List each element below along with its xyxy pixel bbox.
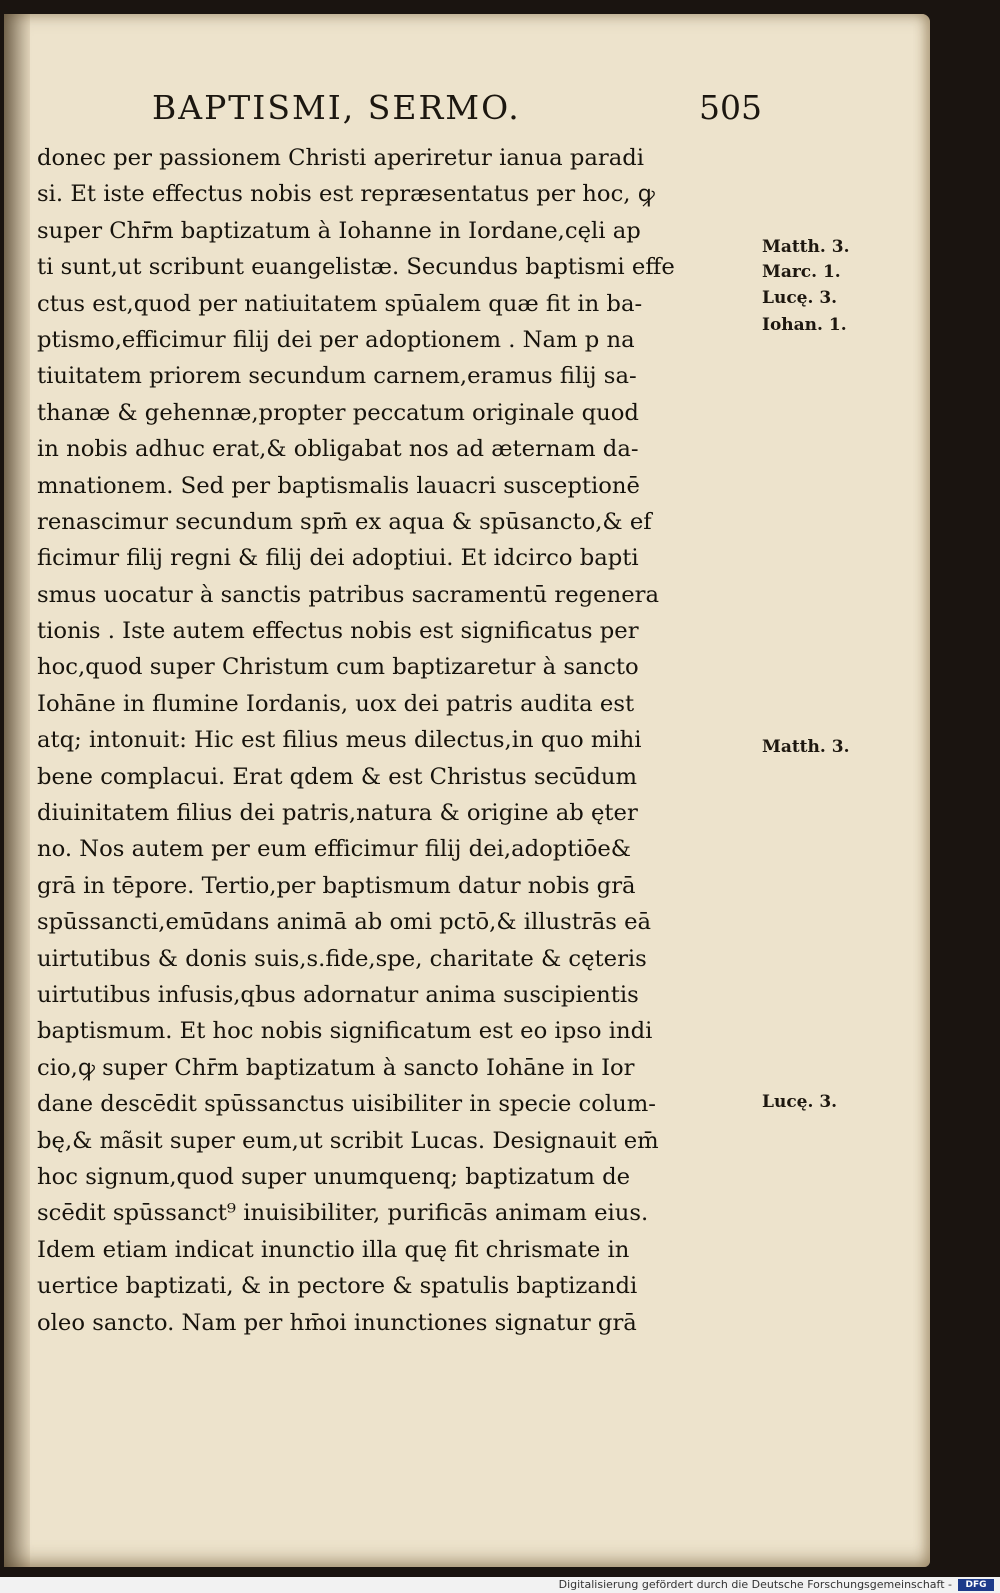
text-line: hoc,quod super Christum cum baptizaretur à sancto	[37, 654, 639, 681]
funding-credit: Digitalisierung gefördert durch die Deutsche Forschungsgemeinschaft -	[558, 1578, 952, 1591]
text-line: donec per passionem Christi aperiretur ianua paradi	[37, 145, 645, 171]
digitization-footer	[0, 1577, 1000, 1593]
text-line: tiuitatem priorem secundum carnem,eramus filij sa-	[37, 363, 637, 390]
text-line: baptismum. Et hoc nobis significatum est eo ipso indi	[37, 1018, 653, 1045]
running-title: BAPTISMI, SERMO.	[152, 88, 521, 127]
text-line: ctus est,quod per natiuitatem spūalem quæ fit in ba-	[37, 290, 643, 317]
text-line: Iohāne in flumine Iordanis, uox dei patris audita est	[37, 690, 635, 717]
margin-note: Matth. 3.	[762, 237, 850, 257]
text-line: smus uocatur à sanctis patribus sacramentū regenera	[37, 581, 659, 608]
text-line: dane descēdit spūssanctus uisibiliter in specie colum-	[37, 1091, 656, 1118]
text-line: mnationem. Sed per baptismalis lauacri susceptionē	[37, 472, 640, 499]
body-text	[37, 140, 759, 1341]
text-line: diuinitatem filius dei patris,natura & origine ab ęter	[37, 800, 638, 827]
text-line: renascimur secundum spm̄ ex aqua & spūsancto,& ef	[37, 508, 652, 535]
text-line: uirtutibus & donis suis,s.fide,spe, charitate & cęteris	[37, 945, 647, 972]
margin-note: Lucę. 3.	[762, 288, 838, 308]
running-head	[152, 88, 762, 132]
margin-note: Marc. 1.	[762, 262, 841, 282]
text-line: in nobis adhuc erat,& obligabat nos ad æternam da-	[37, 436, 639, 463]
page-gutter-shadow	[4, 14, 30, 1567]
page-number: 505	[699, 88, 762, 127]
text-line: cio,ꝙ super Chr̄m baptizatum à sancto Iohāne in Ior	[37, 1054, 635, 1081]
margin-note: Matth. 3.	[762, 737, 850, 757]
text-line: si. Et iste effectus nobis est repræsentatus per hoc, ꝙ	[37, 181, 655, 208]
text-line: grā in tēpore. Tertio,per baptismum datur nobis grā	[37, 872, 636, 899]
text-line: no. Nos autem per eum efficimur filij dei,adoptiōe&	[37, 836, 631, 863]
text-line: hoc signum,quod super unumquenq; baptizatum de	[37, 1163, 631, 1190]
text-line: scēdit spūssanct⁹ inuisibiliter, purificās animam eius.	[37, 1200, 649, 1227]
text-line: bene complacui. Erat qdem & est Christus secūdum	[37, 763, 637, 790]
margin-note: Lucę. 3.	[762, 1092, 838, 1112]
dfg-logo: DFG	[958, 1579, 994, 1591]
text-line: uertice baptizati, & in pectore & spatulis baptizandi	[37, 1273, 638, 1300]
text-line: thanæ & gehennæ,propter peccatum originale quod	[37, 399, 639, 426]
text-line: uirtutibus infusis,qbus adornatur anima suscipientis	[37, 981, 639, 1008]
text-line: ti sunt,ut scribunt euangelistæ. Secundus baptismi effe	[37, 254, 675, 281]
text-line: bę,& mãsit super eum,ut scribit Lucas. Designauit em̄	[37, 1127, 659, 1154]
text-line: oleo sancto. Nam per hm̄oi inunctiones signatur grā	[37, 1309, 637, 1336]
margin-note: Iohan. 1.	[762, 315, 847, 335]
text-line: ptismo,efficimur filij dei per adoptionem . Nam p na	[37, 326, 635, 353]
text-line: super Chr̄m baptizatum à Iohanne in Iordane,cęli ap	[37, 217, 641, 244]
book-page	[4, 14, 930, 1567]
text-line: ficimur filij regni & filij dei adoptiui. Et idcirco bapti	[37, 545, 639, 572]
text-line: tionis . Iste autem effectus nobis est significatus per	[37, 618, 639, 645]
text-line: spūssancti,emūdans animā ab omi pctō,& illustrās eā	[37, 909, 652, 936]
text-line: Idem etiam indicat inunctio illa quę fit chrismate in	[37, 1236, 630, 1263]
text-line: atq; intonuit: Hic est filius meus dilectus,in quo mihi	[37, 727, 642, 754]
